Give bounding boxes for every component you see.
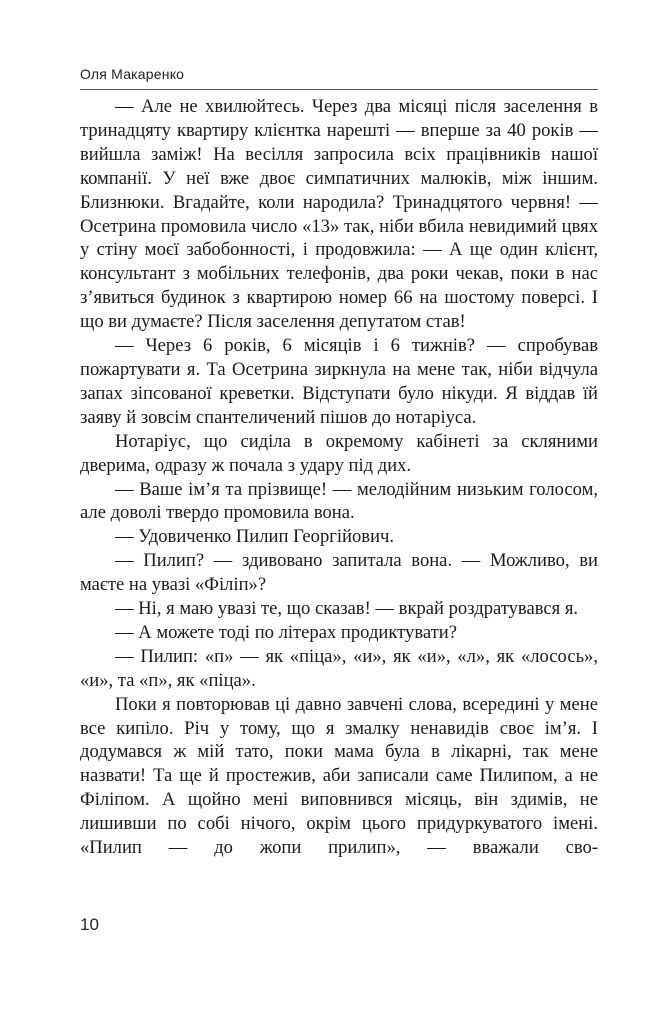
running-header-author: Оля Макаренко <box>80 66 185 82</box>
paragraph: — А можете тоді по літерах продиктувати? <box>115 621 457 643</box>
paragraph: — Пилип: «п» — як «піца», «и», як «и», «л», як «лосось», «и», та «п», як «піца». <box>80 645 598 691</box>
paragraph: — Ваше ім’я та прізвище! — мелодійним низьким голосом, але доволі твердо промовила вона. <box>80 478 598 524</box>
paragraph: — Пилип? — здивовано запитала вона. — Можливо, ви маєте на увазі «Філіп»? <box>80 550 598 596</box>
header-rule <box>80 89 598 90</box>
page-number: 10 <box>80 915 99 934</box>
paragraph: Нотаріус, що сиділа в окремому кабінеті за скляними дверима, одразу ж почала з удару під дих. <box>80 430 598 476</box>
paragraph: — Ні, я маю увазі те, що сказав! — вкрай роздратувався я. <box>115 598 579 620</box>
paragraph: — Але не хвилюйтесь. Через два місяці після заселення в тринадцяту квартиру клієнтка нарешті — вперше за 40 років — вийшла заміж! На весілля запросила всіх працівників нашої компанії. У неї вже двоє симпатичних малюків, між іншим. Близнюки. Вгадайте, коли народила? Тринадцятого червня! — Осетрина промовила число «13» так, ніби вбила невидимий цвях у стіну моєї забобонності, і продовжила: — А ще один клієнт, консультант з мобільних телефонів, два роки чекав, поки в нас з’явиться будинок з квартирою номер 66 на шостому поверсі. І що ви думаєте? Після заселення депутатом став! <box>80 96 598 333</box>
paragraph: — Через 6 років, 6 місяців і 6 тижнів? — спробував пожартувати я. Та Осетрина зиркнула на мене так, ніби відчула запах зіпсованої креветки. Відступати було нікуди. Я віддав їй заяву й зовсім спантеличений пішов до нотаріуса. <box>80 335 598 428</box>
paragraph: — Удовиченко Пилип Георгійович. <box>115 526 395 548</box>
body-text <box>80 95 598 860</box>
paragraph: Поки я повторював ці давно завчені слова, всередині у мене все кипіло. Річ у тому, що я змалку ненавидів своє ім’я. І додумався ж мій тато, поки мама була в лікарні, так мене назвати! Та ще й простежив, аби записали саме Пилипом, а не Філіпом. А щойно мені виповнився місяць, він здимів, не лишивши по собі нічого, окрім цього придуркуватого імені. «Пилип — до жопи прилип», — вважали сво- <box>80 693 598 859</box>
